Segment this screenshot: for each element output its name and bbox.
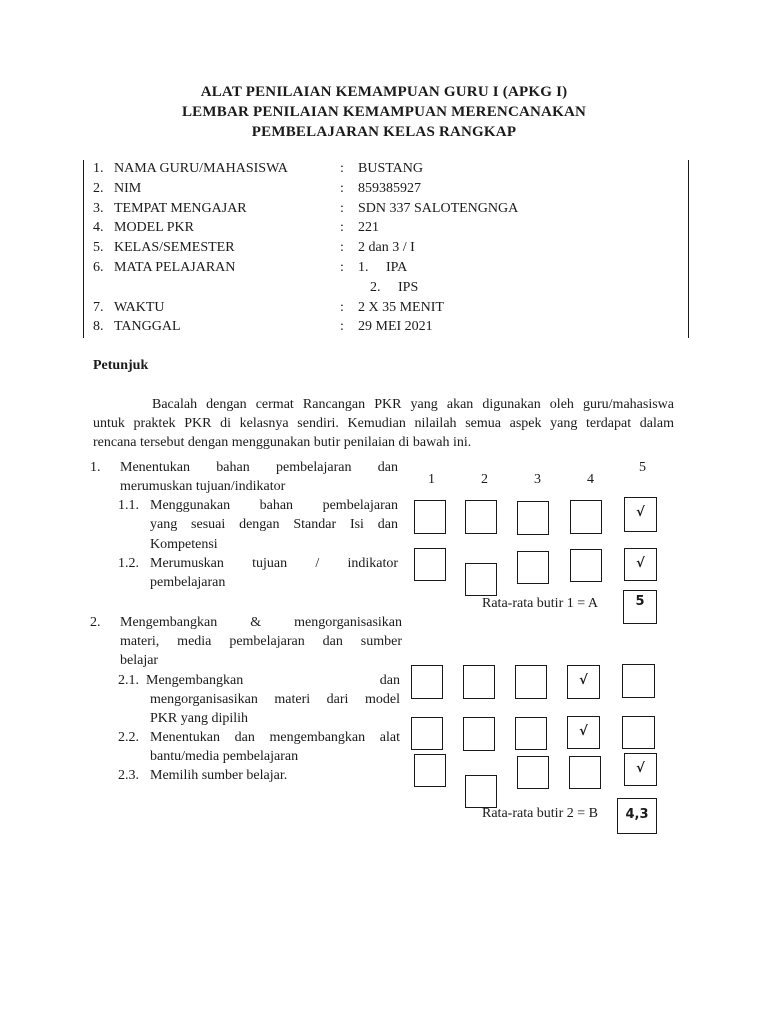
identity-num: 1.: [93, 161, 104, 176]
section-1-number: 1.: [90, 460, 101, 475]
score-box-1-2-2[interactable]: [465, 563, 497, 596]
instructions-line-3: rencana tersebut dengan menggunakan butir penilaian di bawah ini.: [93, 435, 472, 450]
item-1-2-line-1: Merumuskan tujuan / indikator: [150, 556, 398, 571]
identity-num: 5.: [93, 240, 104, 255]
item-2-1-line-3: PKR yang dipilih: [150, 711, 249, 726]
identity-label: NIM: [114, 181, 142, 196]
identity-value: 2. IPS: [370, 280, 419, 295]
title-line-3: PEMBELAJARAN KELAS RANGKAP: [251, 124, 517, 140]
instructions-line-1: Bacalah dengan cermat Rancangan PKR yang akan digunakan oleh guru/mahasiswa: [152, 397, 674, 412]
score-box-1-2-3[interactable]: [517, 551, 549, 584]
item-1-1-line-2: yang sesuai dengan Standar Isi dan: [150, 517, 398, 532]
score-box-1-2-1[interactable]: [414, 548, 446, 581]
identity-colon: :: [340, 319, 344, 334]
identity-num: 2.: [93, 181, 104, 196]
scale-label-3: 3: [534, 472, 541, 487]
item-2-3-line-1: Memilih sumber belajar.: [150, 768, 288, 783]
average-1-label: Rata-rata butir 1 = A: [482, 596, 598, 611]
score-box-2-1-5[interactable]: [622, 664, 655, 698]
score-box-1-1-1[interactable]: [414, 500, 446, 534]
score-box-1-2-4[interactable]: [570, 549, 602, 582]
score-box-2-1-3[interactable]: [515, 665, 547, 699]
score-box-2-1-4[interactable]: [567, 665, 600, 699]
item-2-1-number: 2.1.: [118, 673, 139, 688]
identity-label: TEMPAT MENGAJAR: [114, 201, 247, 216]
identity-colon: :: [340, 240, 344, 255]
identity-label: KELAS/SEMESTER: [114, 240, 235, 255]
instructions-line-2: untuk praktek PKR di kelasnya sendiri. Kemudian nilailah semua aspek yang terdapat dalam: [93, 416, 674, 431]
item-1-2-number: 1.2.: [118, 556, 139, 571]
check-mark-icon: √: [579, 724, 588, 739]
score-box-2-1-1[interactable]: [411, 665, 443, 699]
identity-label: MODEL PKR: [114, 220, 194, 235]
identity-colon: :: [340, 220, 344, 235]
scale-label-5: 5: [639, 460, 646, 475]
score-box-1-1-3[interactable]: [517, 501, 549, 535]
score-box-1-1-2[interactable]: [465, 500, 497, 534]
score-box-2-3-1[interactable]: [414, 754, 446, 787]
identity-num: 7.: [93, 300, 104, 315]
item-2-2-line-2: bantu/media pembelajaran: [150, 749, 299, 764]
score-box-2-3-2[interactable]: [465, 775, 497, 808]
section-2-number: 2.: [90, 615, 101, 630]
identity-left-border: [83, 160, 84, 338]
identity-value: 29 MEI 2021: [358, 319, 433, 334]
identity-value: 2 dan 3 / I: [358, 240, 415, 255]
title-line-1: ALAT PENILAIAN KEMAMPUAN GURU I (APKG I): [200, 84, 568, 100]
scale-label-1: 1: [428, 472, 435, 487]
section-2-title-line-1: Mengembangkan & mengorganisasikan: [120, 615, 402, 630]
score-box-2-2-3[interactable]: [515, 717, 547, 750]
identity-value: 859385927: [358, 181, 421, 196]
identity-colon: :: [340, 300, 344, 315]
score-box-2-2-4[interactable]: [567, 716, 600, 749]
check-mark-icon: √: [579, 673, 588, 688]
score-box-2-2-5[interactable]: [622, 716, 655, 749]
check-mark-icon: √: [636, 556, 645, 571]
identity-num: 6.: [93, 260, 104, 275]
item-2-1-line-1: Mengembangkan dan: [146, 673, 400, 688]
identity-label: NAMA GURU/MAHASISWA: [114, 161, 288, 176]
title-line-2: LEMBAR PENILAIAN KEMAMPUAN MERENCANAKAN: [181, 104, 587, 120]
average-2-label: Rata-rata butir 2 = B: [482, 806, 598, 821]
identity-num: 4.: [93, 220, 104, 235]
scale-label-4: 4: [587, 472, 594, 487]
item-2-2-line-1: Menentukan dan mengembangkan alat: [150, 730, 400, 745]
score-box-2-2-2[interactable]: [463, 717, 495, 751]
identity-num: 3.: [93, 201, 104, 216]
score-box-1-2-5[interactable]: [624, 548, 657, 581]
identity-value: SDN 337 SALOTENGNGA: [358, 201, 519, 216]
item-1-2-line-2: pembelajaran: [150, 575, 226, 590]
section-1-title-line-2: merumuskan tujuan/indikator: [120, 479, 286, 494]
item-2-2-number: 2.2.: [118, 730, 139, 745]
item-2-3-number: 2.3.: [118, 768, 139, 783]
identity-colon: :: [340, 161, 344, 176]
item-1-1-number: 1.1.: [118, 498, 139, 513]
instructions-heading: Petunjuk: [93, 358, 149, 373]
item-1-1-line-3: Kompetensi: [150, 537, 218, 552]
identity-colon: :: [340, 201, 344, 216]
check-mark-icon: √: [636, 761, 645, 776]
section-2-title-line-2: materi, media pembelajaran dan sumber: [120, 634, 402, 649]
identity-right-border: [688, 160, 689, 338]
identity-label: TANGGAL: [114, 319, 181, 334]
item-2-1-line-2: mengorganisasikan materi dari model: [150, 692, 400, 707]
identity-label: WAKTU: [114, 300, 165, 315]
average-2-value: 4,3: [617, 798, 657, 834]
identity-num: 8.: [93, 319, 104, 334]
identity-colon: :: [340, 181, 344, 196]
item-1-1-line-1: Menggunakan bahan pembelajaran: [150, 498, 398, 513]
score-box-1-1-5[interactable]: [624, 497, 657, 532]
section-1-title-line-1: Menentukan bahan pembelajaran dan: [120, 460, 398, 475]
check-mark-icon: √: [636, 505, 645, 520]
score-box-2-1-2[interactable]: [463, 665, 495, 699]
score-box-2-3-4[interactable]: [569, 756, 601, 789]
score-box-2-2-1[interactable]: [411, 717, 443, 750]
section-2-title-line-3: belajar: [120, 653, 159, 668]
score-box-2-3-5[interactable]: [624, 753, 657, 786]
identity-value: BUSTANG: [358, 161, 423, 176]
score-box-1-1-4[interactable]: [570, 500, 602, 534]
identity-value: 1. IPA: [358, 260, 408, 275]
identity-value: 2 X 35 MENIT: [358, 300, 444, 315]
identity-label: MATA PELAJARAN: [114, 260, 236, 275]
identity-value: 221: [358, 220, 379, 235]
average-1-value: 5: [623, 590, 657, 624]
score-box-2-3-3[interactable]: [517, 756, 549, 789]
identity-colon: :: [340, 260, 344, 275]
scale-label-2: 2: [481, 472, 488, 487]
